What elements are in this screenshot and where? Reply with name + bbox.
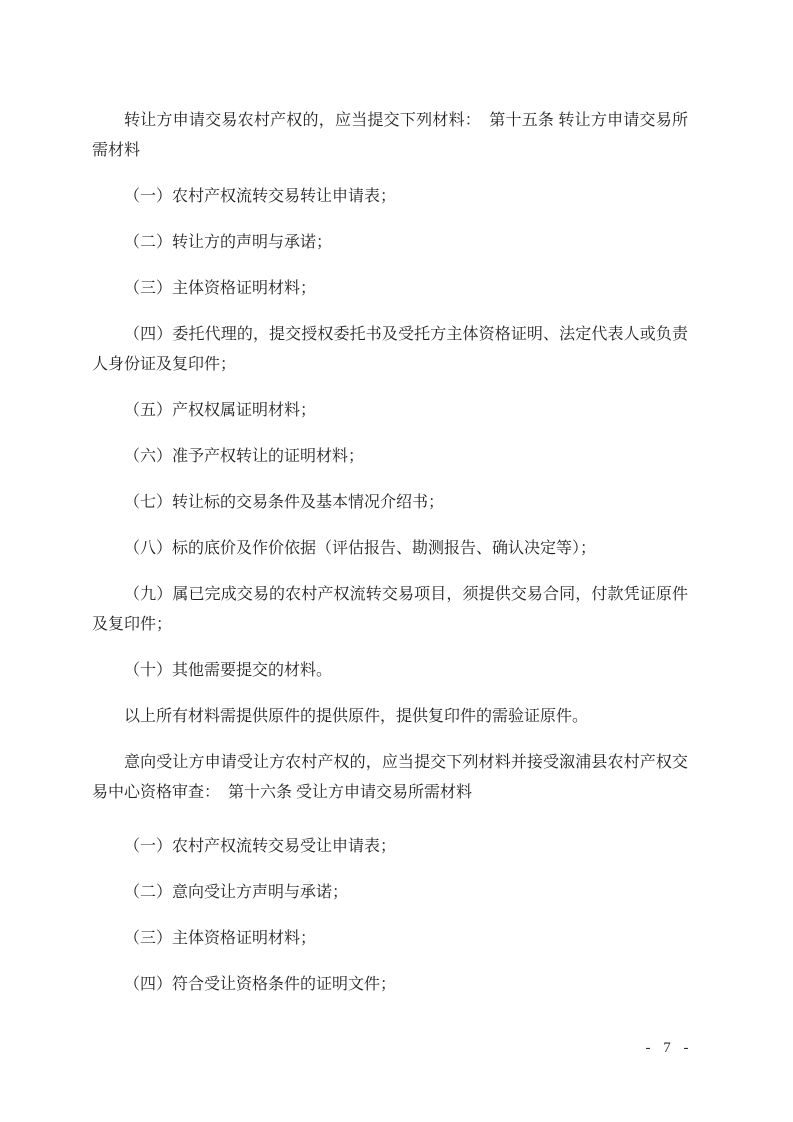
- list1-item-3: （三）主体资格证明材料；: [124, 280, 317, 297]
- list1-item-1: （一）农村产权流转交易转让申请表；: [124, 188, 397, 205]
- list2-item-4: （四）符合受让资格条件的证明文件；: [124, 976, 397, 993]
- list1-item-2: （二）转让方的声明与承诺；: [124, 234, 333, 251]
- document-body: [92, 106, 688, 1016]
- list2-item-1: （一）农村产权流转交易受让申请表；: [124, 838, 397, 855]
- list1-item-10: （十）其他需要提交的材料。: [124, 662, 333, 679]
- originals-note-paragraph: 以上所有材料需提供原件的提供原件，提供复印件的需验证原件。: [124, 708, 589, 725]
- article-15-intro-paragraph: 转让方申请交易农村产权的，应当提交下列材料： 第十五条 转让方申请交易所需材料: [92, 112, 688, 159]
- list2-item-2: （二）意向受让方声明与承诺；: [124, 884, 349, 901]
- list1-item-6: （六）准予产权转让的证明材料；: [124, 448, 365, 465]
- list1-item-4: （四）委托代理的，提交授权委托书及受托方主体资格证明、法定代表人或负责人身份证及复印件；: [92, 326, 688, 373]
- list1-item-5: （五）产权权属证明材料；: [124, 402, 317, 419]
- list1-item-8: （八）标的底价及作价依据（评估报告、勘测报告、确认决定等）；: [124, 540, 597, 557]
- page-number: - 7 -: [645, 1040, 691, 1056]
- list1-item-9: （九）属已完成交易的农村产权流转交易项目，须提供交易合同，付款凭证原件及复印件；: [92, 586, 688, 633]
- article-16-intro-paragraph: 意向受让方申请受让方农村产权的，应当提交下列材料并接受溆浦县农村产权交易中心资格审查： 第十六条 受让方申请交易所需材料: [92, 754, 688, 801]
- list2-item-3: （三）主体资格证明材料；: [124, 930, 317, 947]
- list1-item-7: （七）转让标的交易条件及基本情况介绍书；: [124, 494, 445, 511]
